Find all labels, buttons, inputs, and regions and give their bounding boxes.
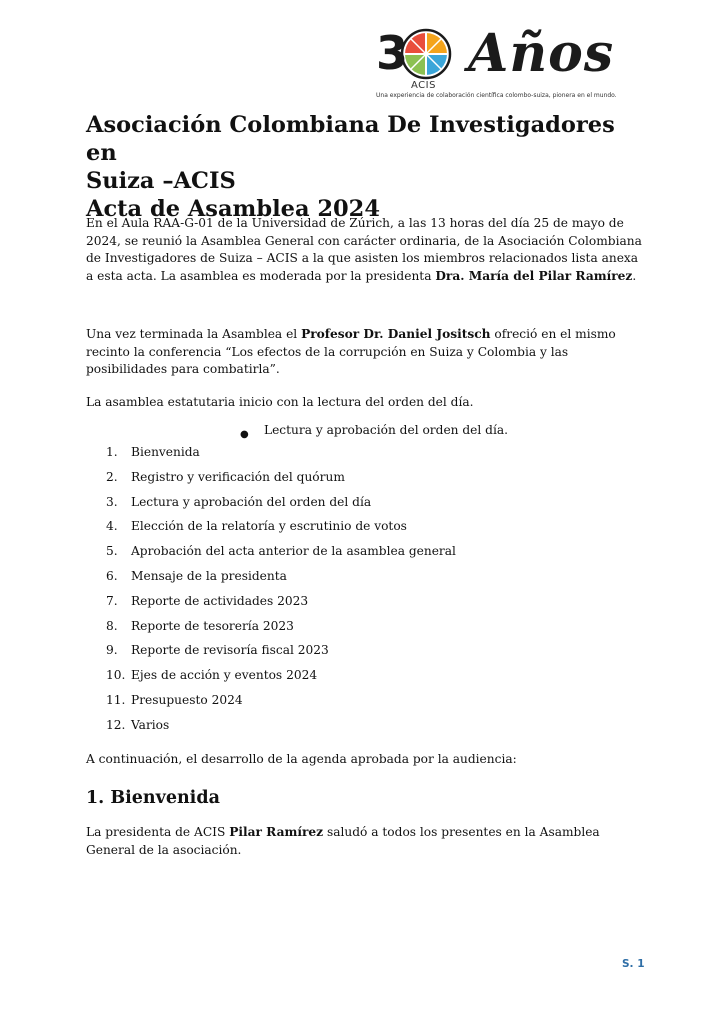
agenda-item-number: 9. bbox=[106, 643, 118, 658]
bullet-text: Lectura y aprobación del orden del día. bbox=[264, 423, 508, 437]
agenda-item-label: Registro y verificación del quórum bbox=[131, 469, 345, 484]
section1-text-1: La presidenta de ACIS bbox=[86, 825, 230, 839]
intro-end: . bbox=[632, 268, 637, 283]
section1-paragraph bbox=[86, 824, 644, 859]
agenda-item-label: Reporte de actividades 2023 bbox=[131, 593, 309, 608]
conference-paragraph bbox=[86, 326, 644, 379]
agenda-item-label: Lectura y aprobación del orden del día bbox=[131, 494, 372, 509]
intro-text: En el Aula RAA-G-01 de la Universidad de Zúrich, a las 13 horas del día 25 de mayo de 2024, se reunió la Asamblea General con carácter ordinaria, de la Asociación Colombiana de Investigadores de Suiza – ACIS a la que asisten los miembros relacionados lista anexa a esta acta. La asamblea es moderada por la presidenta bbox=[86, 216, 642, 283]
agenda-item bbox=[106, 692, 606, 717]
agenda-item bbox=[106, 618, 606, 643]
logo-acis-text: ACIS bbox=[411, 80, 436, 91]
document-title bbox=[86, 111, 646, 223]
agenda-item-number: 5. bbox=[106, 544, 118, 559]
logo-tagline: Una experiencia de colaboración científica colombo-suiza, pionera en el mundo. bbox=[376, 92, 617, 99]
acis-30-anos-logo bbox=[376, 22, 676, 102]
agenda-item bbox=[106, 642, 606, 667]
section1-text-2: saludó a todos los presentes en la Asamblea General de la asociación. bbox=[86, 825, 600, 857]
agenda-item bbox=[106, 543, 606, 568]
president-name: Dra. María del Pilar Ramírez bbox=[435, 268, 633, 283]
logo-wheel-icon bbox=[400, 28, 452, 80]
agenda-item-number: 1. bbox=[106, 445, 118, 459]
agenda-item-label: Elección de la relatoría y escrutinio de votos bbox=[131, 519, 407, 534]
agenda-item-label: Reporte de revisoría fiscal 2023 bbox=[131, 643, 329, 658]
title-line-2: Suiza –ACIS bbox=[86, 168, 236, 194]
logo-digit: 3 bbox=[376, 26, 409, 80]
agenda-item-number: 11. bbox=[106, 692, 126, 707]
agenda-item-number: 12. bbox=[106, 717, 126, 732]
agenda-item bbox=[106, 667, 606, 692]
agenda-item-label: Presupuesto 2024 bbox=[131, 692, 243, 707]
agenda-item-label: Varios bbox=[131, 717, 170, 732]
agenda-item bbox=[106, 494, 606, 519]
section-heading-bienvenida: 1. Bienvenida bbox=[86, 788, 220, 808]
agenda-item-number: 4. bbox=[106, 519, 118, 534]
agenda-item-number: 2. bbox=[106, 469, 118, 484]
agenda-item-number: 8. bbox=[106, 618, 118, 633]
title-line-1: Asociación Colombiana De Investigadores en bbox=[86, 112, 615, 166]
agenda-item-label: Reporte de tesorería 2023 bbox=[131, 618, 294, 633]
agenda-item-number: 6. bbox=[106, 568, 118, 583]
agenda-item bbox=[106, 568, 606, 593]
conference-text-2: ofreció en el mismo recinto la conferencia “Los efectos de la corrupción en Suiza y Colombia y las posibilidades para combatirla”. bbox=[86, 327, 616, 377]
agenda-item bbox=[106, 518, 606, 543]
conference-text-1: Una vez terminada la Asamblea el bbox=[86, 327, 302, 341]
agenda-item-number: 7. bbox=[106, 593, 118, 608]
agenda-item bbox=[106, 717, 606, 742]
agenda-item-label: Ejes de acción y eventos 2024 bbox=[131, 668, 318, 683]
agenda-item-number: 3. bbox=[106, 494, 118, 509]
page-number: S. 1 bbox=[622, 958, 645, 970]
bullet-dot-icon: ● bbox=[240, 429, 249, 440]
agenda-list bbox=[106, 444, 606, 742]
speaker-name: Profesor Dr. Daniel Jositsch bbox=[301, 327, 491, 341]
agenda-item-label: Bienvenida bbox=[131, 445, 200, 459]
agenda-item bbox=[106, 444, 606, 469]
section1-president-name: Pilar Ramírez bbox=[229, 825, 324, 839]
title-line-3: Acta de Asamblea 2024 bbox=[86, 196, 380, 222]
logo-anos-text: Años bbox=[468, 23, 615, 84]
agenda-item-label: Mensaje de la presidenta bbox=[131, 568, 287, 583]
intro-paragraph bbox=[86, 215, 644, 285]
continuation-text: A continuación, el desarrollo de la agenda aprobada por la audiencia: bbox=[86, 752, 517, 766]
agenda-intro: La asamblea estatutaria inicio con la lectura del orden del día. bbox=[86, 395, 474, 409]
agenda-item-label: Aprobación del acta anterior de la asamblea general bbox=[131, 544, 456, 559]
agenda-item-number: 10. bbox=[106, 668, 126, 683]
agenda-item bbox=[106, 593, 606, 618]
agenda-item bbox=[106, 469, 606, 494]
